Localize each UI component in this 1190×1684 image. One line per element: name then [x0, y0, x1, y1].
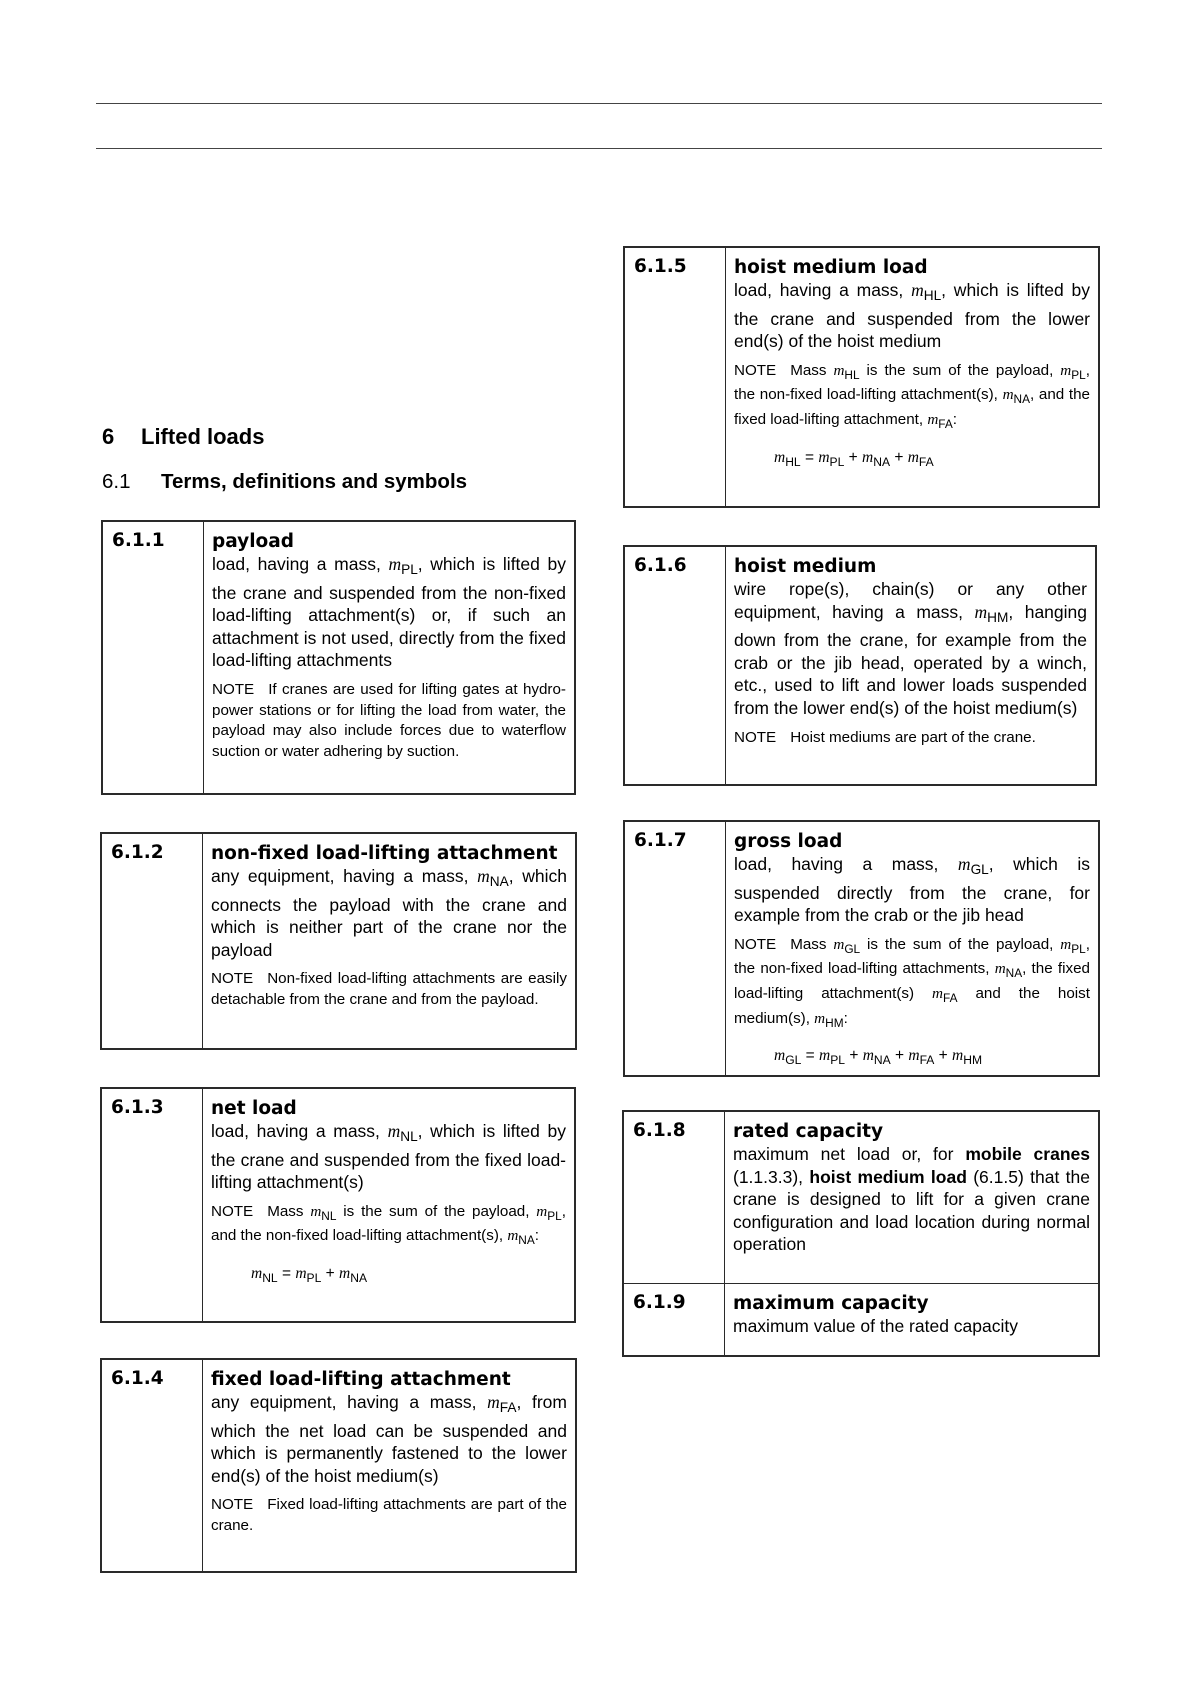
term-equation: $m_{GL} = m_{PL} + m_{NA} + m_{FA} + m_{HM}$ [774, 1047, 983, 1068]
term-title: rated capacity [733, 1121, 884, 1142]
term-definition: load, having a mass, $m_{HL}$, which is lifted by the crane and suspended from the lower end(s) of the hoist medium [734, 280, 1090, 352]
term-definition: load, having a mass, $m_{NL}$, which is lifted by the crane and suspended from the fixed load-lifting attachment(s) [211, 1121, 566, 1193]
term-title: gross load [734, 831, 843, 852]
term-definition: wire rope(s), chain(s) or any other equipment, having a mass, $m_{HM}$, hanging down from the crane, for example from the crab or the jib head, operated by a winch, etc., used to lift and lower loads suspended from the lower end(s) of the hoist medium(s) [734, 579, 1087, 718]
term-box-capacity [622, 1110, 1100, 1357]
term-definition: any equipment, having a mass, $m_{NA}$, which connects the payload with the crane and which is neither part of the crane nor the payload [211, 866, 567, 960]
term-equation: $m_{HL} = m_{PL} + m_{NA} + m_{FA}$ [774, 448, 934, 469]
term-box-non-fixed-attachment [100, 832, 577, 1050]
term-box-hoist-medium-load [623, 246, 1100, 508]
term-title: hoist medium [734, 556, 877, 577]
header-rule-top [96, 103, 1102, 104]
term-number: 6.1.1 [103, 522, 204, 793]
term-number: 6.1.5 [625, 248, 726, 506]
term-number: 6.1.7 [625, 822, 726, 1075]
term-definition: maximum net load or, for mobile cranes (1.1.3.3), hoist medium load (6.1.5) that the crane is designed to lift for a given crane configuration and load location during normal operation [733, 1144, 1090, 1255]
term-box-gross-load [623, 820, 1100, 1077]
section-heading: 6 Lifted loads [102, 424, 265, 449]
term-equation: $m_{NL} = m_{PL} + m_{NA}$ [251, 1264, 367, 1285]
term-note: NOTE Mass $m_{NL}$ is the sum of the payload, $m_{PL}$, and the non-fixed load-lifting attachment(s), $m_{NA}$: [211, 1202, 566, 1248]
term-title: maximum capacity [733, 1293, 929, 1314]
term-note: NOTE Fixed load-lifting attachments are part of the crane. [211, 1496, 567, 1534]
term-number: 6.1.6 [625, 547, 726, 784]
term-definition: any equipment, having a mass, $m_{FA}$, from which the net load can be suspended and which is permanently fastened to the lower end(s) of the hoist medium(s) [211, 1392, 567, 1486]
term-number: 6.1.4 [102, 1360, 203, 1571]
term-number: 6.1.8 [624, 1112, 725, 1283]
term-title: payload [212, 531, 294, 552]
subsection-heading: 6.1 Terms, definitions and symbols [102, 470, 468, 493]
term-note: NOTE If cranes are used for lifting gates at hydro-power stations or for lifting the load from water, the payload may also include forces due to waterflow suction or water adhering by suction. [212, 680, 566, 760]
term-definition: load, having a mass, $m_{GL}$, which is suspended directly from the crane, for example from the crab or the jib head [734, 854, 1091, 926]
term-row-rated-capacity [624, 1112, 1098, 1283]
term-box-hoist-medium [623, 545, 1097, 786]
term-box-net-load [100, 1087, 576, 1323]
term-number: 6.1.9 [624, 1284, 725, 1355]
header-rule-bottom [96, 148, 1102, 149]
term-number: 6.1.3 [102, 1089, 203, 1321]
term-note: NOTE Mass $m_{HL}$ is the sum of the payload, $m_{PL}$, the non-fixed load-lifting attachment(s), $m_{NA}$, and the fixed load-lifting attachment, $m_{FA}$: [734, 361, 1090, 431]
term-number: 6.1.2 [102, 834, 203, 1048]
term-note: NOTE Mass $m_{GL}$ is the sum of the payload, $m_{PL}$, the non-fixed load-lifting attachments, $m_{NA}$, the fixed load-lifting attachment(s) $m_{FA}$ and the hoist medium(s), $m_{HM}$: [734, 935, 1090, 1030]
term-title: fixed load-lifting attachment [211, 1369, 511, 1390]
term-note: NOTE Non-fixed load-lifting attachments are easily detachable from the crane and from the payload. [211, 970, 567, 1008]
term-row-maximum-capacity [624, 1283, 1098, 1355]
term-title: net load [211, 1098, 297, 1119]
term-box-payload [101, 520, 576, 795]
term-box-fixed-attachment [100, 1358, 577, 1573]
term-definition: load, having a mass, $m_{PL}$, which is lifted by the crane and suspended from the non-fixed load-lifting attachment(s) or, if such an attachment is not used, directly from the fixed load-lifting attachments [212, 554, 566, 671]
term-title: hoist medium load [734, 257, 928, 278]
term-note: NOTE Hoist mediums are part of the crane. [734, 728, 1036, 746]
term-title: non-fixed load-lifting attachment [211, 843, 558, 864]
term-definition: maximum value of the rated capacity [733, 1316, 1018, 1336]
